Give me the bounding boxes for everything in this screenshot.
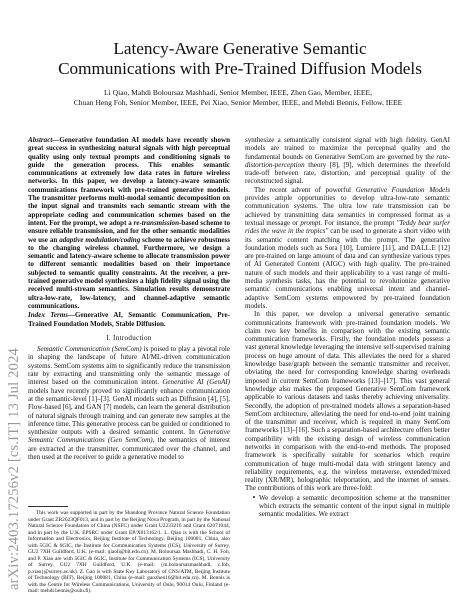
- author-list: [36, 88, 440, 108]
- bullet-text: We develop a semantic decomposition scheme at the transmitter which extracts the semantic content of the input signal in multiple semantic modalities. We extract: [259, 493, 450, 519]
- footnote: [28, 506, 230, 595]
- right-p2-term-3: "Teddy bear surfer rides the wave in the tropics": [245, 218, 450, 236]
- footnote-text: This work was supported in part by the Shandong Province Natural Science Foundation under Grant ZR2023QF013, and in part by the Beijing Nova Program, in part by the National Natural Science Foundation of China (NSFC) under Grant U2233216 and Grant 62071044, and in part by the U.K. EPSRC under Grant EP/X013162/1. L. Qiao is with the School of Information and Electronics, Beijing Institute of Technology, Beijing 100081, China, also with 5GIC & 6GIC, the Institute for Communication Systems (ICS), University of Surrey, GU2 7XH Guildford, U.K. (e-mail: qiaoli@bit.edu.cn). M. Boloursaz Mashhadi, C. H. Foh, and P. Xiao are with 5GIC & 6GIC, Institute for Communication Systems (ICS), University of Surrey, GU2 7XH Guildford, U.K. (e-mail: {m.boloursazmashhadi, c.foh, p.xiao}@surrey.ac.uk). Z. Gao is with State Key Laboratory of CNS/ATM, Beijing Institute of Technology (BIT), Beijing 100081, China (e-mail: gaozhen16@bit.edu.cn). M. Bennis is with the Centre for Wireless Communications, University of Oulu, 90014 Oulu, Finland (e-mail: mehdi.bennis@oulu.fi).: [28, 510, 230, 594]
- index-terms: [28, 311, 230, 328]
- bullet-icon: •: [252, 492, 256, 502]
- right-paragraph-2: [245, 186, 450, 310]
- abstract: [28, 136, 230, 310]
- paper-title: [30, 39, 450, 79]
- section-heading: I. Introduction: [106, 333, 152, 342]
- right-paragraph-1: [245, 136, 450, 186]
- title-line-1: Latency-Aware Generative Semantic: [113, 39, 367, 58]
- right-p1-text: synthesize a semantically consistent signal with high fidelity. GenAI models are trained to maximize the perceptual quality and the fundamental bounds on Generative SemCom are governed by the: [245, 136, 450, 161]
- right-p2-text-c: . For instance, the prompt: [320, 218, 397, 227]
- arxiv-identifier: arXiv:2403.17256v2 [cs.IT] 13 Jul 2024: [6, 348, 22, 590]
- abstract-text-1: —Generative foundation AI models have recently shown great success in synthesizing natural signals with high perceptual quality using only textual prompts and conditioning signals to guide the generation process. This enables semantic communications at extremely low data rates in future wireless networks. In this paper, we develop a latency-aware semantic communications framework with pre-trained generative models. The transmitter performs multi-modal semantic decomposition on the input signal and transmits each semantic stream with the appropriate coding and communication schemes based on the intent. For the prompt, we adopt a: [28, 136, 230, 227]
- abstract-text-2: -based scheme to ensure reliable transmission, and for the other semantic modalities we use an: [28, 218, 230, 244]
- intro-paragraph: [28, 345, 230, 461]
- index-terms-label: Index Terms: [28, 311, 68, 320]
- abstract-highlight-2: adaptive modulation/coding: [59, 235, 141, 244]
- intro-term-semcom: Semantic Communication (SemCom): [37, 345, 142, 354]
- intro-body: [28, 345, 230, 461]
- abstract-text-3: scheme to achieve robustness to the changing wireless channel. Furthermore, we design a semantic and latency-aware scheme to allocate transmission power to different semantic modalities based on their importance subjected to semantic quality constraints. At the receiver, a pre-trained generative model synthesizes a high fidelity signal using the received multi-stream semantics. Simulation results demonstrate ultra-low-rate, low-latency, and channel-adaptive semantic communications.: [28, 235, 230, 310]
- right-p1-term: rate-distortion-perception: [245, 152, 450, 169]
- intro-text-2: models have recently proved to significantly enhance communication at the semantic-level [1]–[3]. GenAI models such as Diffusion [4], [5], Flow-based [6], and GAN [7] models, can learn the general distribution of natural signals through training and can generate new samples at the inference time. This generative process can be guided or conditioned to synthesize outputs with a desired semantic content. In: [28, 386, 230, 437]
- right-p1-text-b: theory [8], [9], which determines the threefold trade-off between rate, distortion, and perceptual quality of the reconstructed signal.: [245, 160, 450, 186]
- right-column: [245, 136, 450, 519]
- authors-line-1: Li Qiao, Mahdi Boloursaz Mashhadi, Senior Member, IEEE, Zhen Gao, Member, IEEE,: [103, 88, 373, 97]
- abstract-highlight-1: re-transmission: [133, 218, 180, 227]
- intro-term-gensemcom: Generative Semantic Communications (Gen SemCom): [28, 428, 230, 445]
- abstract-label: Abstract: [28, 136, 53, 144]
- left-column: [28, 136, 230, 461]
- intro-term-genai: Generative AI (GenAI): [162, 378, 230, 387]
- right-paragraph-3: In this paper, we develop a universal generative semantic communications framework with pre-trained foundation models. We claim two key benefits in comparison with the existing semantic communication frameworks. Firstly, the foundation models possess a vast general knowledge leveraging the intensive self-supervised training process on huge amount of data. This alleviates the need for a shared knowledge base/graph between the semantic transmitter and receiver, obviating the need for corresponding knowledge sharing overheads imposed in current SemCom frameworks [13]–[17]. This vast general knowledge also makes the proposed Generative SemCom framework applicable to various datasets and tasks thereby achieving universality. Secondly, the adoption of pre-trained models allows a separation-based SemCom architecture, alleviating the need for end-to-end joint training of the transmitter and receiver, which is required in many SemCom frameworks [13]–[16]. Such a separation-based architecture offers better compatibility with the existing design of wireless communication networks in comparison with the end-to-end methods. The proposed framework is specifically suitable for scenarios which require communication of huge multi-modal data with stringent latency and reliability requirements, e.g. the wireless metaverse, extended/mixed reality (XR/MR), holographic teleportation, and the internet of senses. The contributions of this work are three-fold:: [245, 310, 450, 493]
- intro-text-1: is poised to play a pivotal role in shaping the landscape of future AI/ML-driven communication systems. SemCom systems aim to significantly reduce the transmission rate by extracting and transmitting only the semantic message of interest based on the communication intent.: [28, 345, 230, 387]
- contribution-bullet: [245, 494, 450, 519]
- intro-text-3: , the semantics of interest are extracted at the transmitter, communicated over the channel, and then used at the receiver to guide a generative model to: [28, 436, 230, 461]
- footnote-rule: [28, 506, 68, 507]
- index-terms-text: —Generative AI, Semantic Communication, Pre-Trained Foundation Models, Stable Diffusion.: [28, 311, 230, 328]
- right-p2-term-1: Generative Foundation Models: [355, 185, 450, 194]
- right-p2-text-b: provides ample opportunities to develop ultra-low-rate semantic communication systems. The ultra low rate transmission can be achieved by transmitting data semantics in compressed format as a textual message or: [245, 194, 450, 227]
- title-line-2: Communications with Pre-Trained Diffusion Models: [58, 59, 422, 78]
- authors-line-2: Chuan Heng Foh, Senior Member, IEEE, Pei Xiao, Senior Member, IEEE, and Mehdi Bennis, Fellow, IEEE: [73, 98, 403, 107]
- right-p2-text-d: can be used to generate a short video with its semantic content matching with the prompt. The generative foundation models such as Sora [10], Lumiere [11], and DALL.E [12] are pre-trained on large amount of data and can synthesize various types of AI Generated Content (AIGC) with high quality. The pre-trained nature of such models and their applicability to a vast range of multi-media synthesis tasks, has the potential to revolutionize generative semantic communications enabling universal intent and channel-adaptive SemCom systems empowered by pre-trained foundation models.: [245, 227, 451, 310]
- arxiv-side-stamp: [6, 170, 20, 590]
- right-p2-text-a: The recent advent of powerful: [254, 185, 356, 194]
- right-p2-term-2: prompt: [300, 218, 321, 227]
